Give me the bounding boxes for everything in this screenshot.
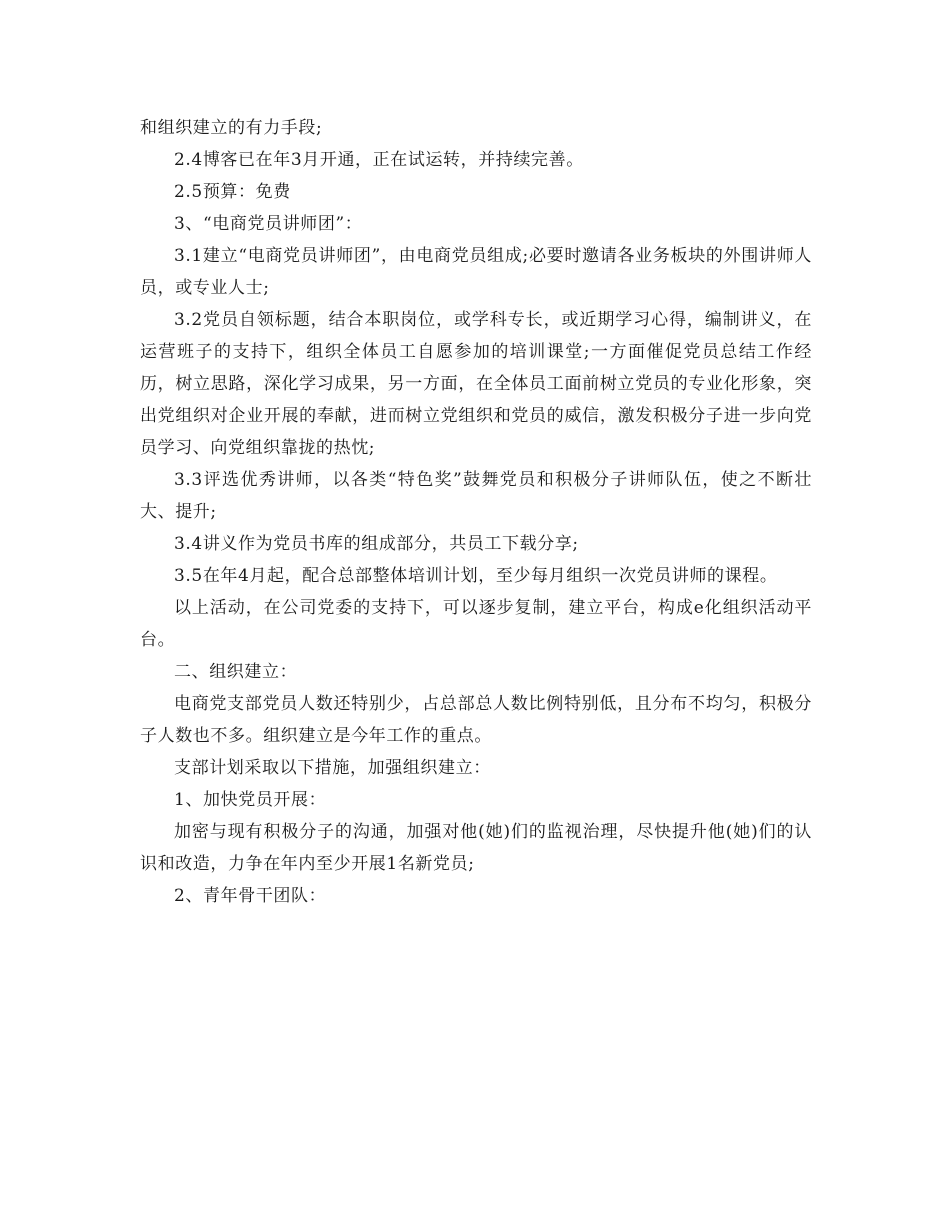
paragraph-3-2: 3.2党员自领标题，结合本职岗位，或学科专长，或近期学习心得，编制讲义，在运营班子的支持下，组织全体员工自愿参加的培训课堂;一方面催促党员总结工作经历，树立思路，深化学习成果，另一方面，在全体员工面前树立党员的专业化形象，突出党组织对企业开展的奉献，进而树立党组织和党员的威信，激发积极分子进一步向党员学习、向党组织靠拢的热忱; bbox=[140, 310, 812, 458]
heading-organization: 二、组织建立： bbox=[174, 662, 298, 682]
paragraph-3-3: 3.3评选优秀讲师，以各类“特色奖”鼓舞党员和积极分子讲师队伍，使之不断壮大、提升; bbox=[140, 470, 812, 522]
paragraph-3-4: 3.4讲义作为党员书库的组成部分，共员工下载分享; bbox=[174, 534, 579, 554]
paragraph-continuation: 和组织建立的有力手段; bbox=[140, 118, 323, 138]
paragraph-summary: 以上活动，在公司党委的支持下，可以逐步复制，建立平台，构成e化组织活动平台。 bbox=[140, 598, 812, 650]
heading-1-member-development: 1、加快党员开展： bbox=[174, 790, 327, 810]
heading-2-youth-team: 2、青年骨干团队： bbox=[174, 886, 327, 906]
paragraph-measures-intro: 支部计划采取以下措施，加强组织建立： bbox=[174, 758, 491, 778]
paragraph-3-1: 3.1建立“电商党员讲师团”，由电商党员组成;必要时邀请各业务板块的外围讲师人员，或专业人士; bbox=[140, 246, 812, 298]
paragraph-2-4-blog: 2.4博客已在年3月开通，正在试运转，并持续完善。 bbox=[174, 150, 584, 170]
paragraph-3-5: 3.5在年4月起，配合总部整体培训计划，至少每月组织一次党员讲师的课程。 bbox=[174, 566, 778, 586]
paragraph-2-5-budget: 2.5预算：免费 bbox=[174, 182, 291, 202]
paragraph-organization-status: 电商党支部党员人数还特别少，占总部总人数比例特别低，且分布不均匀，积极分子人数也不多。组织建立是今年工作的重点。 bbox=[140, 694, 812, 746]
heading-3-lecturer-group: 3、“电商党员讲师团”： bbox=[174, 214, 363, 234]
paragraph-member-development: 加密与现有积极分子的沟通，加强对他(她)们的监视治理，尽快提升他(她)们的认识和改造，力争在年内至少开展1名新党员; bbox=[140, 822, 812, 874]
document-page bbox=[140, 112, 812, 912]
